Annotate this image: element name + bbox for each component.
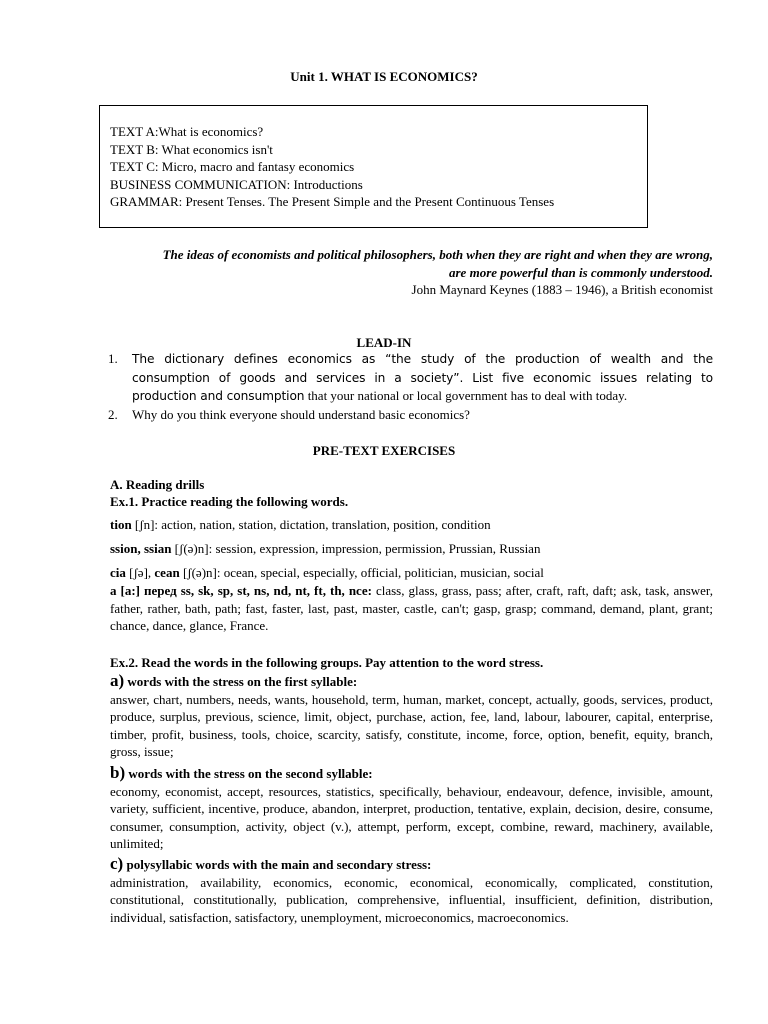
list-text-part: The dictionary defines economics as “the study of the production of wealth and the consumption of goods and services in a society”. List five economic issues relating to production and consumption [132, 352, 713, 403]
word-group [110, 764, 713, 853]
group-title: words with the stress on the second syllable: [125, 766, 373, 781]
lead-in-heading: LEAD-IN [356, 335, 412, 350]
row-label: a [a:] перед ss, sk, sp, st, ns, nd, nt, ft, th, nce: [110, 583, 372, 598]
reading-row-a [110, 582, 713, 635]
reading-row [110, 516, 713, 534]
row-phonetic: [ʃn] [131, 517, 155, 532]
contents-line: BUSINESS COMMUNICATION: Introductions [110, 176, 363, 192]
list-text-part: that your national or local government has to deal with today. [307, 388, 628, 403]
ex2-title: Ex.2. Read the words in the following groups. Pay attention to the word stress. [110, 655, 544, 670]
list-item [108, 350, 713, 406]
group-marker: b) [110, 763, 126, 782]
group-words: administration, availability, economics, economic, economical, economically, complicated, constitution, constitutional, constitutionally, publication, comprehensive, influential, insufficient, definition, distribution, individual, satisfaction, satisfactory, unemployment, microeconomics, macroeconomics. [110, 874, 713, 925]
word-group [110, 855, 713, 926]
row-label: cean [154, 565, 180, 580]
reading-row [110, 540, 713, 558]
row-words: : ocean, special, especially, official, politician, musician, social [216, 565, 544, 580]
contents-line: TEXT B: What economics isn't [110, 141, 273, 157]
word-group [110, 672, 713, 761]
row-words: class, glass, grass, pass; after, craft, raft, daft; ask, task, answer, father, rather, bath, path; fast, faster, last, past, master, castle, can't; gasp, grasp; command, demand, plant, grant; chance, dance, glance, France. [110, 583, 713, 633]
group-heading [110, 764, 713, 783]
quote-author: John Maynard Keynes (1883 – 1946), a British economist [411, 282, 713, 297]
quote-line: are more powerful than is commonly understood. [449, 264, 713, 280]
epigraph [100, 246, 713, 299]
group-marker: a) [110, 671, 125, 690]
row-label: ssion, ssian [110, 541, 172, 556]
row-phonetic: [ʃ(ə)n] [171, 541, 209, 556]
contents-box [99, 105, 648, 228]
group-marker: c) [110, 854, 124, 873]
list-text: Why do you think everyone should understand basic economics? [132, 406, 470, 422]
row-phonetic: [ʃ(ə)n] [179, 565, 217, 580]
row-words: : session, expression, impression, permission, Prussian, Russian [208, 541, 541, 556]
contents-line: TEXT A:What is economics? [110, 124, 264, 139]
ex1-title: Ex.1. Practice reading the following words. [110, 494, 349, 509]
section-a-heading: A. Reading drills [110, 477, 205, 492]
lead-in-list [108, 350, 713, 423]
group-words: answer, chart, numbers, needs, wants, household, term, human, market, concept, actually, goods, services, product, produce, surplus, previous, science, limit, object, purchase, action, fee, land, labour, labourer, capital, enterprise, timber, profit, business, tools, choice, scarcity, satisfy, constitute, income, force, option, benefit, equity, branch, gross, issue; [110, 691, 713, 759]
row-separator: , [147, 565, 155, 580]
row-label: cia [110, 565, 126, 580]
list-item [108, 406, 713, 424]
row-label: tion [110, 517, 132, 532]
group-title: words with the stress on the first syllable: [124, 674, 358, 689]
list-number: 1. [108, 351, 118, 366]
group-title: polysyllabic words with the main and secondary stress: [123, 857, 432, 872]
reading-row [110, 564, 713, 582]
quote-line: The ideas of economists and political philosophers, both when they are right and when they are wrong, [162, 247, 713, 262]
pretext-heading: PRE-TEXT EXERCISES [312, 443, 456, 458]
page-title: Unit 1. WHAT IS ECONOMICS? [290, 69, 478, 84]
list-text [132, 350, 713, 406]
list-number: 2. [108, 406, 118, 422]
contents-line: GRAMMAR: Present Tenses. The Present Simple and the Present Continuous Tenses [110, 194, 555, 209]
row-phonetic: [ʃə] [125, 565, 148, 580]
group-words: economy, economist, accept, resources, statistics, specifically, behaviour, endeavour, defence, invisible, amount, variety, sufficient, incentive, produce, abandon, interpret, production, tentative, explain, decision, desire, consume, consumer, consumption, activity, object (v.), attempt, perform, except, combine, reward, machinery, available, unlimited; [110, 783, 713, 851]
group-heading [110, 855, 713, 874]
group-heading [110, 672, 713, 691]
row-words: : action, nation, station, dictation, translation, position, condition [154, 517, 491, 532]
contents-line: TEXT C: Micro, macro and fantasy economics [110, 159, 355, 174]
